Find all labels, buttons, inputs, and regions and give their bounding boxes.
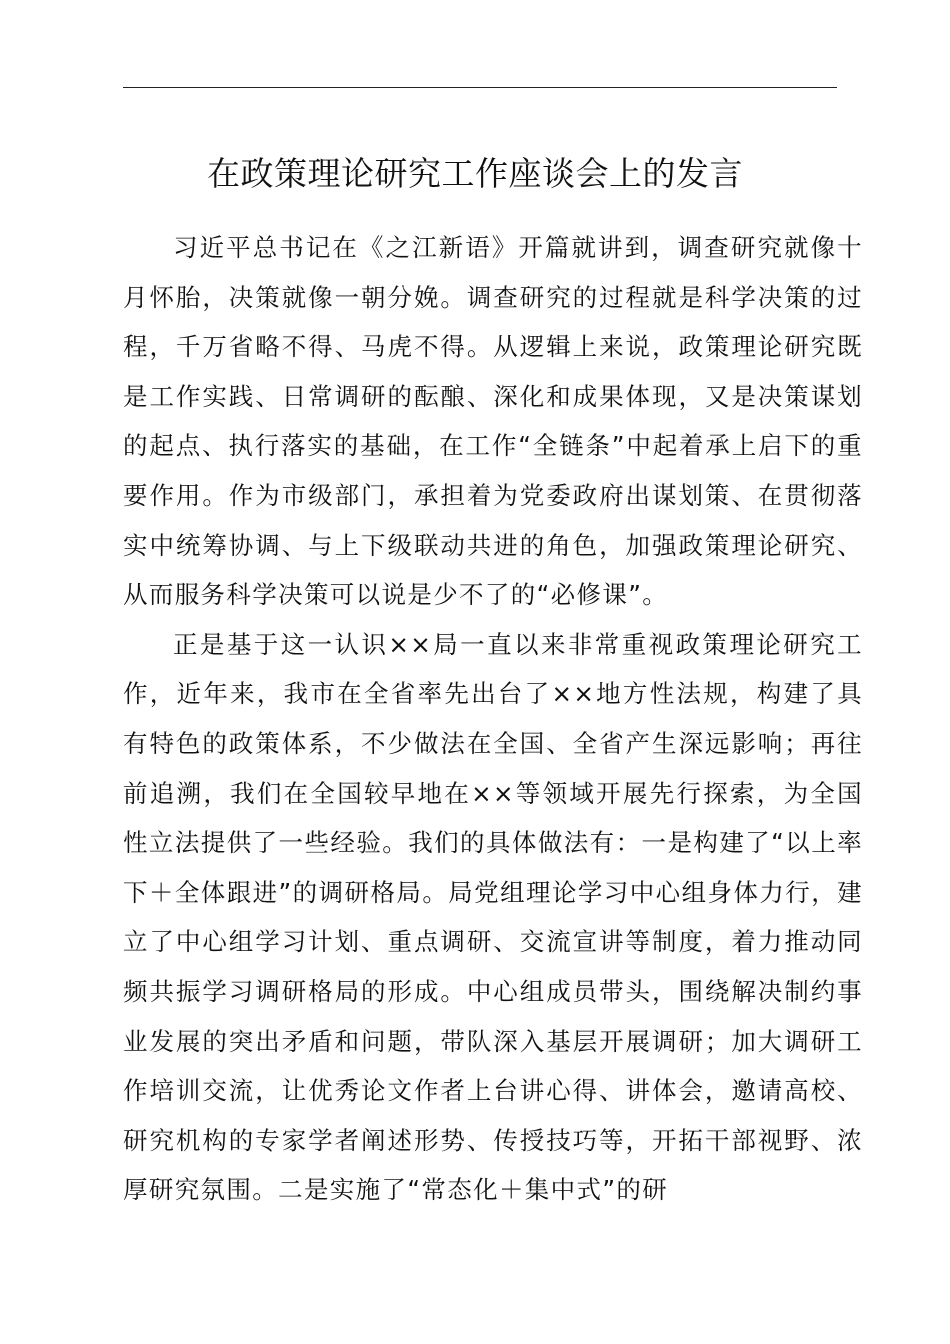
header-rule bbox=[123, 87, 837, 88]
document-title: 在政策理论研究工作座谈会上的发言 bbox=[207, 154, 743, 193]
paragraph-2: 正是基于这一认识××局一直以来非常重视政策理论研究工作，近年来，我市在全省率先出台了××地方性法规，构建了具有特色的政策体系，不少做法在全国、全省产生深远影响；再往前追溯，我们在全国较早地在××等领域开展先行探索，为全国性立法提供了一些经验。我们的具体做法有：一是构建了“以上率下＋全体跟进”的调研格局。局党组理论学习中心组身体力行，建立了中心组学习计划、重点调研、交流宣讲等制度，着力推动同频共振学习调研格局的形成。中心组成员带头，围绕解决制约事业发展的突出矛盾和问题，带队深入基层开展调研；加大调研工作培训交流，让优秀论文作者上台讲心得、讲体会，邀请高校、研究机构的专家学者阐述形势、传授技巧等，开拓干部视野、浓厚研究氛围。二是实施了“常态化＋集中式”的研 bbox=[123, 629, 863, 1205]
paragraph-1: 习近平总书记在《之江新语》开篇就讲到，调查研究就像十月怀胎，决策就像一朝分娩。调查研究的过程就是科学决策的过程，千万省略不得、马虎不得。从逻辑上来说，政策理论研究既是工作实践、日常调研的酝酿、深化和成果体现，又是决策谋划的起点、执行落实的基础，在工作“全链条”中起着承上启下的重要作用。作为市级部门，承担着为党委政府出谋划策、在贯彻落实中统筹协调、与上下级联动共进的角色，加强政策理论研究、从而服务科学决策可以说是少不了的“必修课”。 bbox=[123, 233, 863, 610]
document-body bbox=[123, 223, 863, 1215]
